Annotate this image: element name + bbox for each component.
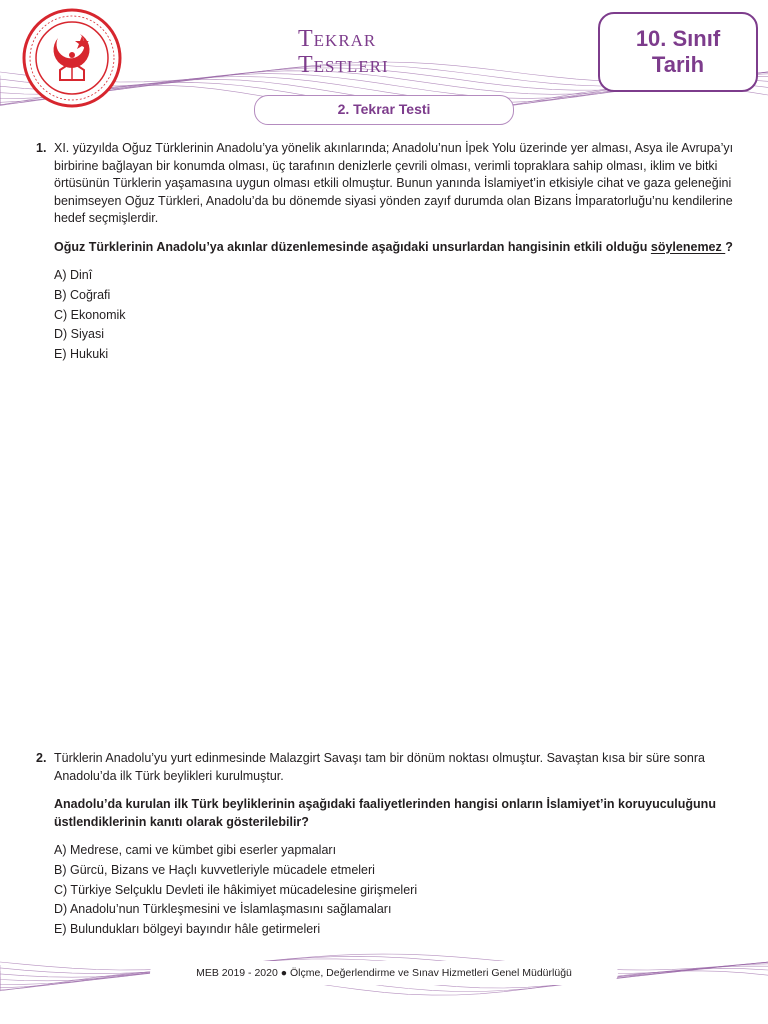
meb-seal-icon (22, 8, 122, 108)
grade-label: 10. Sınıf (635, 26, 721, 51)
option-a[interactable]: A) Dinî (54, 268, 93, 282)
question-prompt-emphasis: söylenemez (650, 239, 726, 254)
question-prompt-text: Oğuz Türklerinin Anadolu’ya akınlar düzenlemesinde aşağıdaki unsurlardan hangisinin etkili olduğu (54, 239, 648, 254)
option-d[interactable]: D) Siyasi (54, 327, 105, 342)
question-prompt (54, 239, 748, 257)
question-2 (36, 750, 748, 940)
question-text: Türklerin Anadolu’yu yurt edinmesinde Malazgirt Savaşı tam bir dönüm noktası olmuştur. Savaştan kısa bir süre sonra Anadolu’da ilk Türk beylikleri kurulmuştur. (54, 751, 706, 783)
grade-subject-box (598, 12, 758, 92)
answer-options (54, 841, 748, 940)
subject-label: Tarih (651, 52, 705, 77)
option-e[interactable]: E) Bulundukları bölgeyi bayındır hâle getirmeleri (54, 922, 321, 937)
brand-line-2: Testleri (298, 52, 389, 78)
brand-title (298, 26, 478, 78)
option-b[interactable]: B) Coğrafi (54, 287, 111, 302)
question-1 (36, 140, 748, 365)
option-e[interactable]: E) Hukuki (54, 347, 109, 362)
option-c[interactable]: C) Türkiye Selçuklu Devleti ile hâkimiyet mücadelesine girişmeleri (54, 882, 418, 897)
option-c[interactable]: C) Ekonomik (54, 307, 126, 322)
option-a[interactable]: A) Medrese, cami ve kümbet gibi eserler yapmaları (54, 843, 337, 857)
question-prompt: Anadolu’da kurulan ilk Türk beyliklerinin aşağıdaki faaliyetlerinden hangisi onların İslamiyet’in koruyuculuğunu üstlendiklerinin kanıtı olarak gösterilebilir? (54, 797, 716, 829)
footer-text: MEB 2019 - 2020 ● Ölçme, Değerlendirme ve Sınav Hizmetleri Genel Müdürlüğü (150, 961, 618, 985)
option-d[interactable]: D) Anadolu’nun Türkleşmesini ve İslamlaşmasını sağlamaları (54, 902, 392, 917)
question-number: 1. (36, 141, 47, 155)
question-prompt-end: ? (725, 239, 733, 254)
option-b[interactable]: B) Gürcü, Bizans ve Haçlı kuvvetleriyle mücadele etmeleri (54, 862, 375, 877)
question-text: XI. yüzyılda Oğuz Türklerinin Anadolu’ya yönelik akınlarında; Anadolu’nun İpek Yolu üzerinde yer alması, Asya ile Avrupa’yı birbirine bağlayan bir konumda olması, üç tarafının denizlerle çevrili olması, verimli topraklara sahip olması, iklim ve bitki örtüsünün Türklerin yaşamasına uygun olması etkili olmuştur. Bunun yanında İslamiyet’in etkisiyle cihat ve gaza geleneğini benimseyen Oğuz Türkleri, Anadolu’da bu dönemde siyasi yönden zayıf durumda olan Bizans İmparatorluğu’nu kendilerine hedef seçmişlerdir. (54, 141, 734, 225)
brand-line-1: Tekrar (298, 26, 377, 52)
answer-options (54, 266, 748, 365)
question-number: 2. (36, 751, 47, 765)
test-title: 2. Tekrar Testi (254, 95, 514, 125)
